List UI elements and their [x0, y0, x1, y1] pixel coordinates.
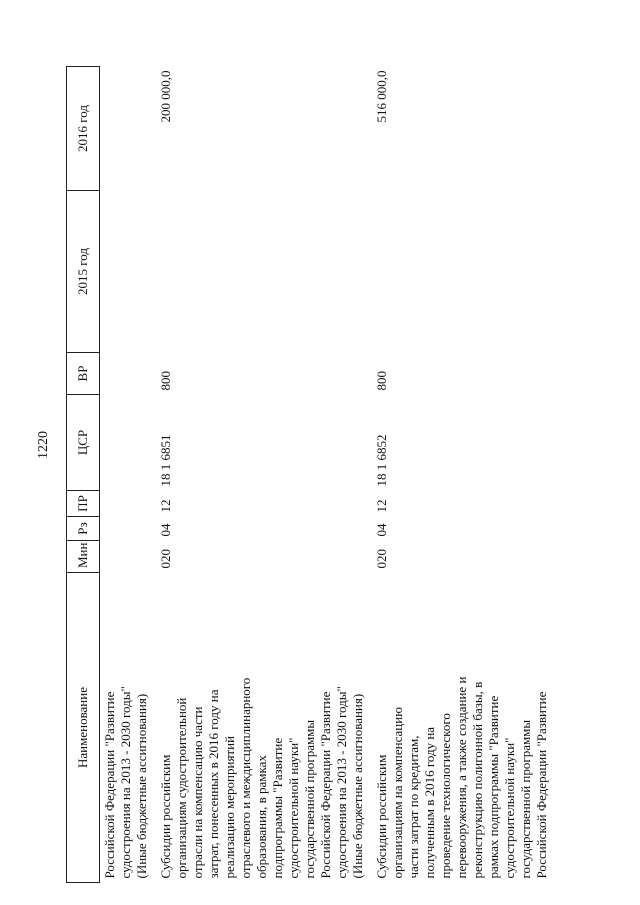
- row-min: [100, 541, 153, 573]
- header-name: Наименование: [67, 573, 100, 883]
- row-csr: [100, 395, 153, 491]
- page-number: 1220: [36, 431, 51, 459]
- row-year-2016: 200 000,0: [158, 70, 173, 123]
- row-min: 020: [374, 549, 389, 569]
- row-year-2015: [372, 191, 552, 353]
- budget-table: [66, 66, 552, 883]
- row-vr: 800: [158, 371, 173, 391]
- row-csr: 18 1 6851: [158, 434, 173, 487]
- row-rz: 04: [158, 523, 173, 537]
- header-min: Мин: [67, 541, 100, 573]
- table-row: [100, 67, 153, 883]
- row-year-2015: [156, 191, 368, 353]
- row-year-2016: [100, 67, 153, 191]
- row-name: Субсидии российским организациям на компенсацию части затрат по кредитам, полученным в 2016 году на проведение технологического перевооружения, а также создание и реконструкцию полигонной базы, в рамках подпрограммы "Развитие судостроительной науки" государственной программы Российской Федерации "Развитие: [374, 676, 549, 879]
- row-min: 020: [158, 549, 173, 569]
- table-header-row: [67, 67, 100, 883]
- header-vr: ВР: [67, 353, 100, 395]
- row-rz: 04: [374, 523, 389, 537]
- row-year-2015: [100, 191, 153, 353]
- row-vr: 800: [374, 371, 389, 391]
- header-year-2015: 2015 год: [67, 191, 100, 353]
- row-vr: [100, 353, 153, 395]
- header-pr: ПР: [67, 491, 100, 517]
- table-row: [156, 67, 368, 883]
- row-year-2016: 516 000,0: [374, 70, 389, 123]
- row-pr: [100, 491, 153, 517]
- row-csr: 18 1 6852: [374, 434, 389, 487]
- table-row: [372, 67, 552, 883]
- row-rz: [100, 517, 153, 541]
- header-csr: ЦСР: [67, 395, 100, 491]
- row-name: Субсидии российским организациям судостроительной отрасли на компенсацию части затрат, понесенных в 2016 году на реализацию мероприятий отраслевого и междисциплинарного образования, в рамках подпрограммы "Развитие судостроительной науки" государственной программы Российской Федерации "Развитие судостроения на 2013 - 2030 годы" (Иные бюджетные ассигнования): [158, 677, 365, 879]
- row-pr: 12: [374, 499, 389, 513]
- header-rz: Рз: [67, 517, 100, 541]
- header-year-2016: 2016 год: [67, 67, 100, 191]
- row-name: Российской Федерации "Развитие судостроения на 2013 - 2030 годы" (Иные бюджетные ассигнования): [102, 686, 149, 879]
- row-pr: 12: [158, 499, 173, 513]
